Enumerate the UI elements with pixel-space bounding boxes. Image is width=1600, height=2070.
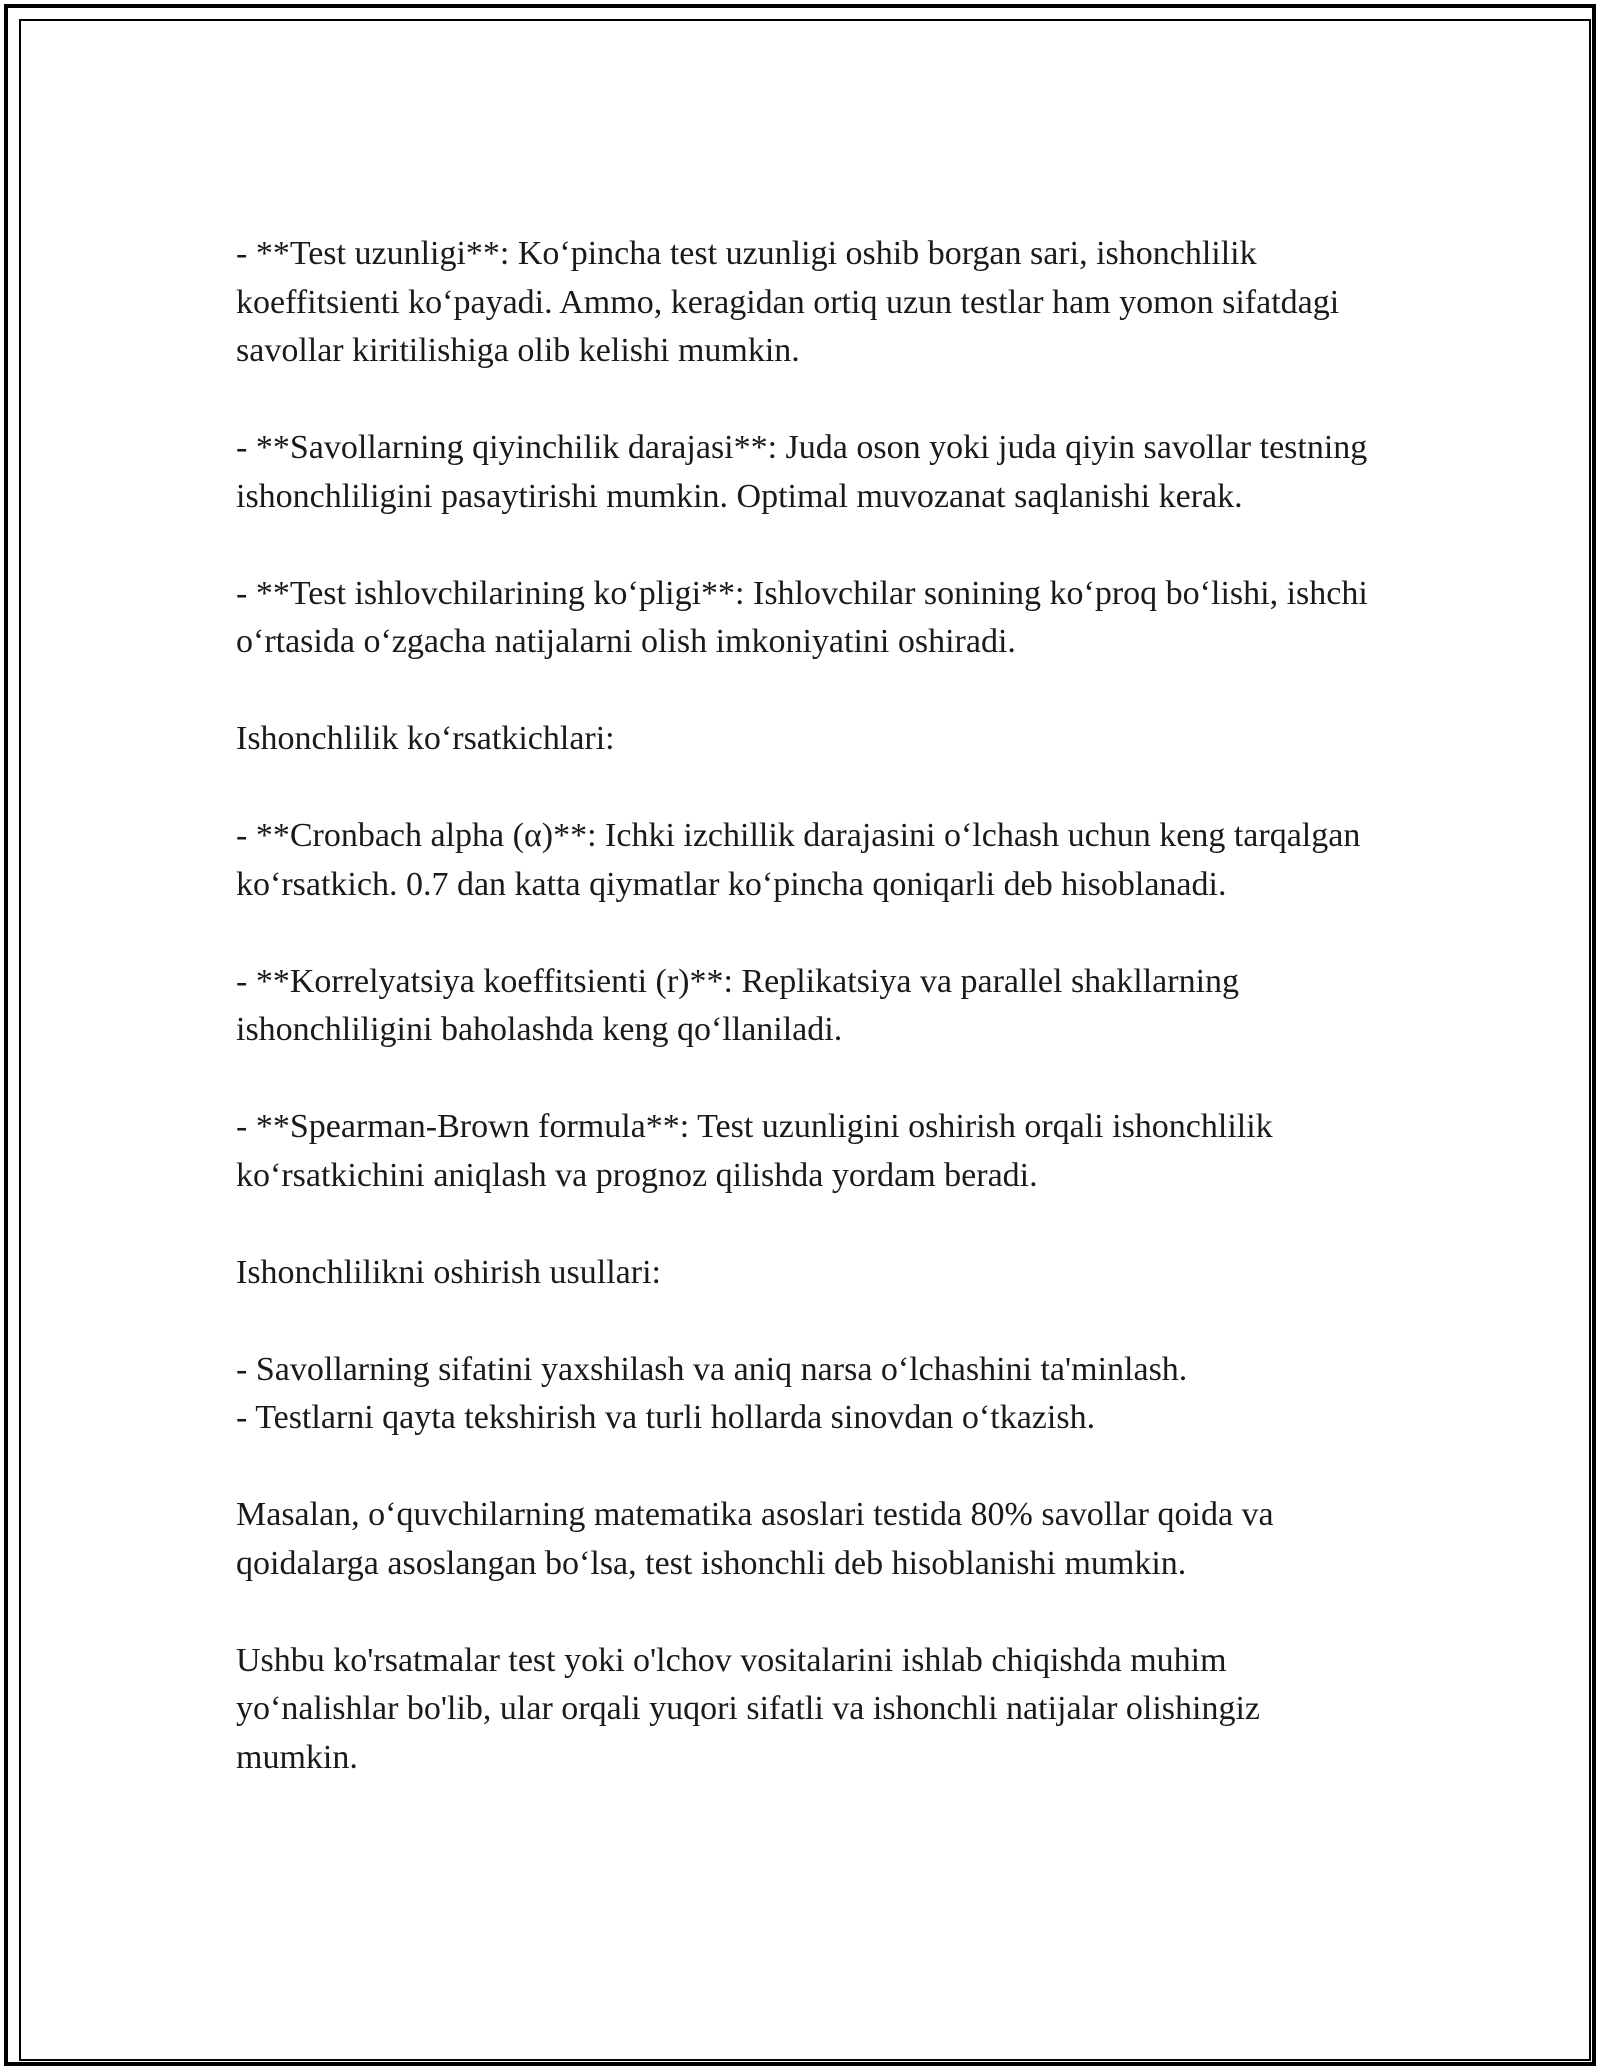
paragraph-correlation-coefficient: - **Korrelyatsiya koeffitsienti (r)**: Replikatsiya va parallel shakllarning ishonchliligini baholashda keng qo‘llaniladi. (236, 962, 1240, 1048)
paragraph-conclusion: Ushbu ko'rsatmalar test yoki o'lchov vositalarini ishlab chiqishda muhim yo‘nalishlar bo'lib, ular orqali yuqori sifatli va ishonchli natijalar olishingiz mumkin. (236, 1641, 1261, 1776)
document-body (236, 230, 1386, 1831)
list-item-retesting: - Testlarni qayta tekshirish va turli hollarda sinovdan o‘tkazish. (236, 1399, 1096, 1436)
heading-reliability-methods: Ishonchlilikni oshirish usullari: (236, 1253, 661, 1291)
list-item-question-quality: - Savollarning sifatini yaxshilash va aniq narsa o‘lchashini ta'minlash. (236, 1350, 1188, 1388)
heading-reliability-indicators: Ishonchlilik ko‘rsatkichlari: (236, 720, 615, 757)
paragraph-cronbach-alpha: - **Cronbach alpha (α)**: Ichki izchillik darajasini o‘lchash uchun keng tarqalgan ko‘rsatkich. 0.7 dan katta qiymatlar ko‘pincha qoniqarli deb hisoblanadi. (236, 817, 1361, 903)
paragraph-example: Masalan, o‘quvchilarning matematika asoslari testida 80% savollar qoida va qoidalarga asoslangan bo‘lsa, test ishonchli deb hisoblanishi mumkin. (236, 1496, 1274, 1582)
paragraph-test-takers: - **Test ishlovchilarining ko‘pligi**: Ishlovchilar sonining ko‘proq bo‘lishi, ishchi o‘rtasida o‘zgacha natijalarni olish imkoniyatini oshiradi. (236, 574, 1368, 660)
paragraph-question-difficulty: - **Savollarning qiyinchilik darajasi**: Juda oson yoki juda qiyin savollar testning ishonchliligini pasaytirishi mumkin. Optimal muvozanat saqlanishi kerak. (236, 429, 1368, 515)
paragraph-test-length: - **Test uzunligi**: Ko‘pincha test uzunligi oshib borgan sari, ishonchlilik koeffitsienti ko‘payadi. Ammo, keragidan ortiq uzun testlar ham yomon sifatdagi savollar kiritilishiga olib kelishi mumkin. (236, 235, 1340, 369)
paragraph-spearman-brown: - **Spearman-Brown formula**: Test uzunligini oshirish orqali ishonchlilik ko‘rsatkichini aniqlash va prognoz qilishda yordam beradi. (236, 1108, 1273, 1194)
